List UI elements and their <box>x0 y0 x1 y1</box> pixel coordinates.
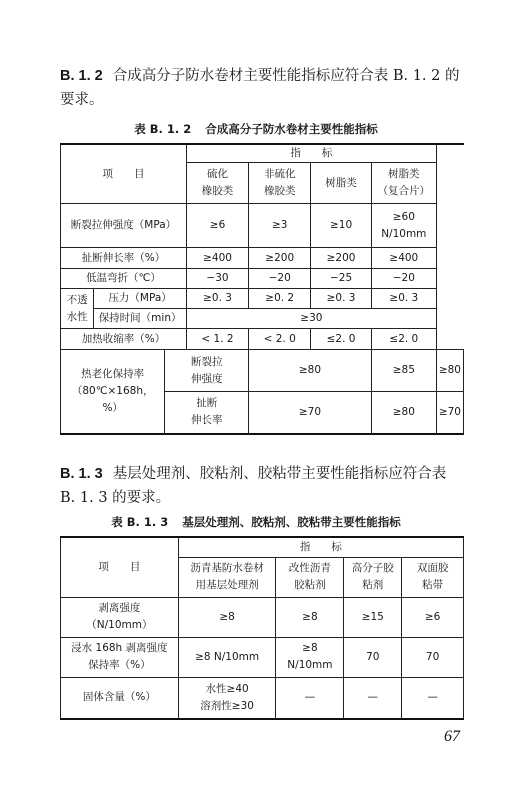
table2-header-col3-line1: 高分子胶 <box>351 562 394 574</box>
row-label-line1: 浸水 168h 剥离强度 <box>71 642 168 654</box>
table2-header-col1 <box>178 557 276 597</box>
table2-header-indicator: 指 标 <box>178 537 463 557</box>
table-row <box>61 248 464 269</box>
table-cell: ≥0. 3 <box>311 289 372 309</box>
table-row <box>61 269 464 289</box>
table-row <box>61 637 464 677</box>
table1-header-col2 <box>249 163 311 204</box>
table2 <box>60 536 464 720</box>
table-cell: ≥80 <box>371 392 436 434</box>
table-cell: — <box>276 677 344 719</box>
table1-caption-title: 合成高分子防水卷材主要性能指标 <box>205 122 378 136</box>
table-cell: ≥15 <box>344 597 402 637</box>
section-b12-paragraph <box>60 64 465 112</box>
section-b13-number: B. 1. 3 <box>60 466 103 482</box>
sub-row-label: 保持时间（min） <box>94 309 187 329</box>
section-b12-line2: 要求。 <box>60 92 104 108</box>
table-cell: ≥8 N/10mm <box>276 637 344 677</box>
sub-row-label-line1: 扯断 <box>196 397 218 410</box>
table1-header-col2-line2: 橡胶类 <box>263 185 296 197</box>
sub-row-label-line2: 伸强度 <box>190 372 223 385</box>
table1-caption <box>0 121 512 137</box>
table2-header-col2-line2: 胶粘剂 <box>294 579 326 591</box>
table2-header-item: 项 目 <box>61 537 179 597</box>
table-cell: ≥10 <box>311 204 372 248</box>
table-cell: −20 <box>371 269 436 289</box>
row-label-line3: %） <box>102 401 123 414</box>
table-cell: ≤2. 0 <box>311 329 372 350</box>
row-label-line2: （80℃×168h， <box>71 384 154 397</box>
row-label: 固体含量（%） <box>61 677 179 719</box>
row-label <box>61 289 94 329</box>
table2-header-col3-line2: 粘剂 <box>362 579 384 591</box>
row-label-line1: 热老化保持率 <box>81 367 145 380</box>
table2-header-col4 <box>402 557 464 597</box>
table-row <box>61 289 464 309</box>
table-cell: ≥8 <box>178 597 276 637</box>
section-b12-number: B. 1. 2 <box>60 68 103 84</box>
table-cell: ≥200 <box>249 248 311 269</box>
table1-header-col4-line1: 树脂类 <box>388 168 420 180</box>
table-cell: ≥400 <box>186 248 248 269</box>
table-cell: ≥0. 3 <box>371 289 436 309</box>
table1-header-indicator: 指 标 <box>186 144 436 163</box>
table1-header-col4 <box>371 163 436 204</box>
table-cell: ≥400 <box>371 248 436 269</box>
table-row <box>61 329 464 350</box>
table-cell: < 1. 2 <box>186 329 248 350</box>
table-cell: ≥70 <box>249 392 372 434</box>
table2-caption <box>0 514 512 530</box>
row-label-line1: 不透 <box>66 293 88 306</box>
table-row <box>61 309 464 329</box>
row-label: 低温弯折（℃） <box>61 269 187 289</box>
table-cell <box>178 677 276 719</box>
table-cell: ≥0. 3 <box>186 289 248 309</box>
table-cell: — <box>344 677 402 719</box>
row-label <box>61 637 179 677</box>
table1-caption-number: 表 B. 1. 2 <box>134 122 192 136</box>
section-b13-paragraph <box>60 462 465 510</box>
table1-header-item: 项 目 <box>61 144 187 204</box>
table-cell <box>371 204 436 248</box>
table-cell: ≥80 <box>436 350 463 392</box>
table-cell: ≥85 <box>371 350 436 392</box>
table-cell: ≥70 <box>436 392 463 434</box>
table-cell-line1: ≥60 <box>392 210 415 223</box>
table-cell: ≥6 <box>402 597 464 637</box>
table-cell-line1: 水性≥40 <box>205 682 249 695</box>
table1-header-col4-line2: （复合片） <box>377 185 431 197</box>
table-row <box>61 677 464 719</box>
table-cell: ≥30 <box>186 309 436 329</box>
table-cell: −30 <box>186 269 248 289</box>
table2-caption-number: 表 B. 1. 3 <box>111 515 169 529</box>
row-label-line2: （N/10mm） <box>86 619 153 631</box>
table-cell: ≥0. 2 <box>249 289 311 309</box>
table1-header-col2-line1: 非硫化 <box>263 168 296 180</box>
row-label: 断裂拉伸强度（MPa） <box>61 204 187 248</box>
table-row <box>61 350 464 392</box>
table1-header-col3: 树脂类 <box>311 163 372 204</box>
section-b12-line1: 合成高分子防水卷材主要性能指标应符合表 B. 1. 2 的 <box>112 68 460 84</box>
table-cell-line2: 溶剂性≥30 <box>200 699 254 712</box>
section-b13-line2: B. 1. 3 的要求。 <box>60 490 171 506</box>
table1-header-col1-line2: 橡胶类 <box>201 185 234 197</box>
table-cell: ≥200 <box>311 248 372 269</box>
table2-header-col2 <box>276 557 344 597</box>
table-row <box>61 597 464 637</box>
table-cell: 70 <box>402 637 464 677</box>
table2-header-col1-line2: 用基层处理剂 <box>195 579 259 591</box>
table-cell: −25 <box>311 269 372 289</box>
table-cell: ≥6 <box>186 204 248 248</box>
table2-header-col4-line1: 双面胶 <box>416 562 449 574</box>
table2-header-col4-line2: 粘带 <box>422 579 444 591</box>
table-cell: ≥8 <box>276 597 344 637</box>
row-label: 扯断伸长率（%） <box>61 248 187 269</box>
table2-header-col3 <box>344 557 402 597</box>
page-number: 67 <box>444 728 460 745</box>
table2-caption-title: 基层处理剂、胶粘剂、胶粘带主要性能指标 <box>182 515 401 529</box>
table-cell-line2: N/10mm <box>381 227 427 240</box>
table-cell: < 2. 0 <box>249 329 311 350</box>
table-cell: −20 <box>249 269 311 289</box>
table-cell: ≥80 <box>249 350 372 392</box>
table1-header-col1-line1: 硫化 <box>207 168 229 180</box>
sub-row-label <box>165 392 249 434</box>
table-cell: ≥8 N/10mm <box>178 637 276 677</box>
table-row <box>61 204 464 248</box>
sub-row-label-line1: 断裂拉 <box>190 355 223 368</box>
table-cell: ≤2. 0 <box>371 329 436 350</box>
table1 <box>60 143 464 435</box>
sub-row-label-line2: 伸长率 <box>190 414 223 427</box>
row-label-line2: 水性 <box>66 310 88 323</box>
table2-header-col1-line1: 沥青基防水卷材 <box>190 562 264 574</box>
table-cell: 70 <box>344 637 402 677</box>
sub-row-label <box>165 350 249 392</box>
row-label-line2: 保持率（%） <box>88 659 151 671</box>
row-label <box>61 597 179 637</box>
table-cell: ≥3 <box>249 204 311 248</box>
row-label-line1: 剥离强度 <box>98 602 141 614</box>
table-cell: — <box>402 677 464 719</box>
table2-header-col2-line1: 改性沥青 <box>288 562 331 574</box>
sub-row-label: 压力（MPa） <box>94 289 187 309</box>
row-label: 加热收缩率（%） <box>61 329 187 350</box>
section-b13-line1: 基层处理剂、胶粘剂、胶粘带主要性能指标应符合表 <box>112 466 447 482</box>
table1-header-col1 <box>186 163 248 204</box>
row-label <box>61 350 165 434</box>
